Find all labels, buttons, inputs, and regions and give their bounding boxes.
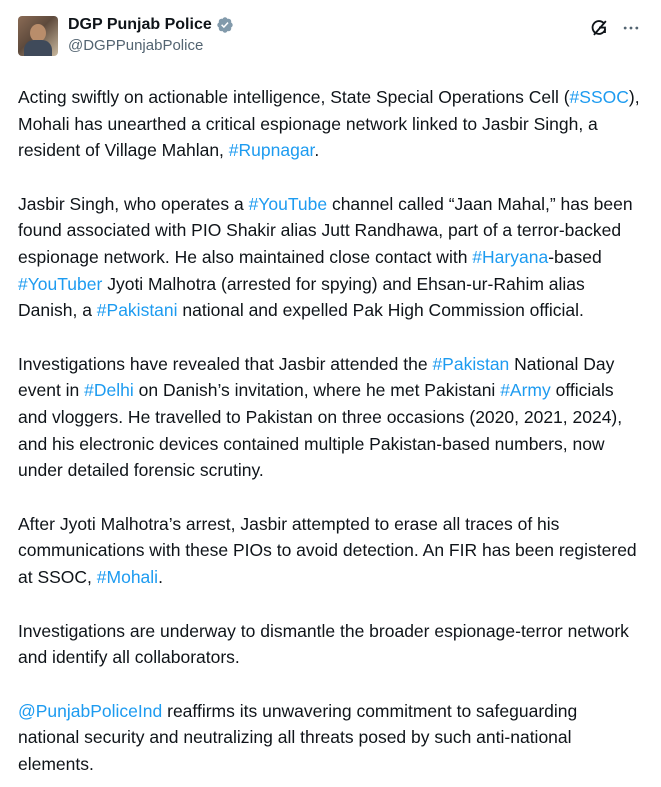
text-run: Investigations are underway to dismantle the broader espionage-terror network and identify all collaborators. — [18, 620, 629, 668]
paragraph-4 — [18, 511, 643, 591]
verified-badge-icon[interactable] — [216, 16, 234, 34]
text-run: Jyoti Malhotra (arrested for spying) and Ehsan-ur-Rahim alias Danish, a — [18, 273, 585, 321]
more-icon[interactable] — [619, 16, 643, 40]
author-info — [68, 10, 234, 56]
avatar[interactable] — [18, 16, 58, 56]
text-run: Jasbir Singh, who operates a — [18, 193, 249, 214]
avatar-body — [24, 40, 52, 56]
text-run: on Danish’s invitation, where he met Pakistani — [133, 380, 501, 401]
text-run: ), Mohali has unearthed a critical espionage network linked to Jasbir Singh, a resident of Village Mahlan, — [18, 87, 640, 161]
text-run: channel called “Jaan Mahal,” has been found associated with PIO Shakir alias Jutt Randhawa, part of a terror-backed espionage network. He also maintained close contact with — [18, 193, 633, 267]
paragraph-1 — [18, 84, 643, 164]
text-run: Investigations have revealed that Jasbir attended the — [18, 353, 433, 374]
paragraph-3 — [18, 351, 643, 484]
text-run: reaffirms its unwavering commitment to safeguarding national security and neutralizing all threats posed by such anti-national elements. — [18, 700, 578, 774]
text-run: national and expelled Pak High Commission official. — [177, 300, 584, 321]
hashtag-ssoc[interactable]: #SSOC — [569, 87, 629, 107]
hashtag-mohali[interactable]: #Mohali — [96, 566, 159, 587]
display-name[interactable]: DGP Punjab Police — [68, 16, 212, 33]
mention-punjabpoliceind[interactable]: @PunjabPoliceInd — [18, 700, 163, 721]
paragraph-6 — [18, 698, 643, 778]
text-run: . — [158, 566, 163, 587]
text-run: Acting swiftly on actionable intelligence, State Special Operations Cell ( — [18, 87, 570, 107]
hashtag-youtube[interactable]: #YouTube — [248, 193, 328, 214]
paragraph-2 — [18, 191, 643, 324]
text-run: officials and vloggers. He travelled to Pakistan on three occasions (2020, 2021, 2024), and his electronic devices contained multiple Pakistan-based numbers, now under detailed forensic scrutiny. — [18, 380, 623, 481]
tweet-header — [18, 10, 643, 72]
hashtag-delhi[interactable]: #Delhi — [84, 380, 134, 401]
hashtag-pakistan[interactable]: #Pakistan — [432, 353, 510, 374]
hashtag-haryana[interactable]: #Haryana — [472, 246, 549, 267]
hashtag-pakistani[interactable]: #Pakistani — [96, 300, 178, 321]
header-actions — [587, 10, 643, 40]
text-run: -based — [548, 246, 602, 267]
paragraph-5 — [18, 618, 643, 671]
grok-icon[interactable] — [587, 16, 611, 40]
hashtag-youtuber[interactable]: #YouTuber — [18, 273, 103, 294]
text-run: After Jyoti Malhotra’s arrest, Jasbir attempted to erase all traces of his communications with these PIOs to avoid detection. An FIR has been registered at SSOC, — [18, 513, 637, 587]
author-handle[interactable]: @DGPPunjabPolice — [68, 37, 204, 54]
text-run: National Day event in — [18, 353, 615, 401]
text-run: . — [314, 140, 320, 161]
hashtag-rupnagar[interactable]: #Rupnagar — [228, 140, 315, 161]
name-row — [68, 15, 234, 35]
tweet-text — [18, 84, 643, 777]
hashtag-army[interactable]: #Army — [500, 380, 551, 401]
